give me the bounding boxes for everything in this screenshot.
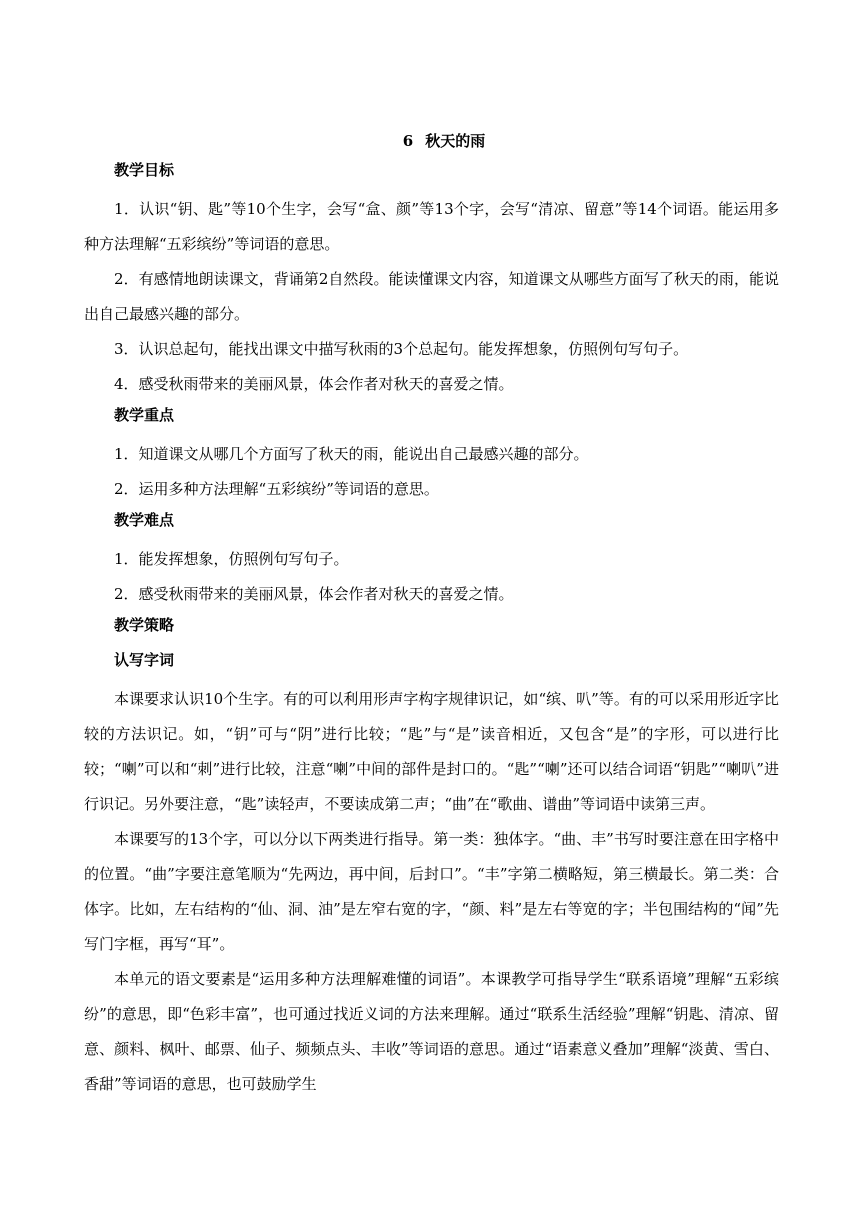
goal-item: 3．认识总起句，能找出课文中描写秋雨的3个总起句。能发挥想象，仿照例句写句子。: [114, 340, 689, 358]
document-body: [84, 128, 779, 1102]
goals-heading: 教学目标: [114, 161, 175, 179]
strategy-heading: 教学策略: [114, 616, 175, 634]
strategy-paragraph: 本课要写的13个字，可以分以下两类进行指导。第一类：独体字。“曲、丰”书写时要注意在田字格中的位置。“曲”字要注意笔顺为“先两边，再中间，后封口”。“丰”字第二横略短，第三横最长。第二类：合体字。比如，左右结构的“仙、洞、油”是左窄右宽的字，“颜、料”是左右等宽的字；半包围结构的“闻”先写门字框，再写“耳”。: [84, 830, 779, 953]
section-strategy: [84, 612, 779, 1102]
section-goals: [84, 157, 779, 402]
goal-item: 1．认识“钥、匙”等10个生字，会写“盒、颜”等13个字，会写“清凉、留意”等14个词语。能运用多种方法理解“五彩缤纷”等词语的意思。: [84, 200, 779, 253]
lesson-title: [84, 128, 779, 154]
section-difficulties: [84, 507, 779, 612]
lesson-number: 6: [402, 132, 414, 150]
strategy-subheading: 认写字词: [114, 651, 175, 669]
difficulty-item: 2．感受秋雨带来的美丽风景，体会作者对秋天的喜爱之情。: [114, 585, 514, 603]
strategy-paragraph: 本单元的语文要素是“运用多种方法理解难懂的词语”。本课教学可指导学生“联系语境”理解“五彩缤纷”的意思，即“色彩丰富”，也可通过找近义词的方法来理解。通过“联系生活经验”理解“钥匙、清凉、留意、颜料、枫叶、邮票、仙子、频频点头、丰收”等词语的意思。通过“语素意义叠加”理解“淡黄、雪白、香甜”等词语的意思，也可鼓励学生: [84, 970, 779, 1093]
difficulties-heading: 教学难点: [114, 511, 175, 529]
key-point-item: 1．知道课文从哪几个方面写了秋天的雨，能说出自己最感兴趣的部分。: [114, 445, 589, 463]
key-points-heading: 教学重点: [114, 406, 175, 424]
difficulty-item: 1．能发挥想象，仿照例句写句子。: [114, 550, 349, 568]
lesson-title-text: 秋天的雨: [425, 132, 486, 150]
goal-item: 4．感受秋雨带来的美丽风景，体会作者对秋天的喜爱之情。: [114, 375, 514, 393]
key-point-item: 2．运用多种方法理解“五彩缤纷”等词语的意思。: [114, 480, 439, 498]
goal-item: 2．有感情地朗读课文，背诵第2自然段。能读懂课文内容，知道课文从哪些方面写了秋天的雨，能说出自己最感兴趣的部分。: [84, 270, 779, 323]
strategy-paragraph: 本课要求认识10个生字。有的可以利用形声字构字规律识记，如“缤、叭”等。有的可以采用形近字比较的方法识记。如，“钥”可与“阴”进行比较；“匙”与“是”读音相近，又包含“是”的字形，可以进行比较；“喇”可以和“刺”进行比较，注意“喇”中间的部件是封口的。“匙”“喇”还可以结合词语“钥匙”“喇叭”进行识记。另外要注意，“匙”读轻声，不要读成第二声；“曲”在“歌曲、谱曲”等词语中读第三声。: [84, 690, 779, 813]
section-key-points: [84, 402, 779, 507]
